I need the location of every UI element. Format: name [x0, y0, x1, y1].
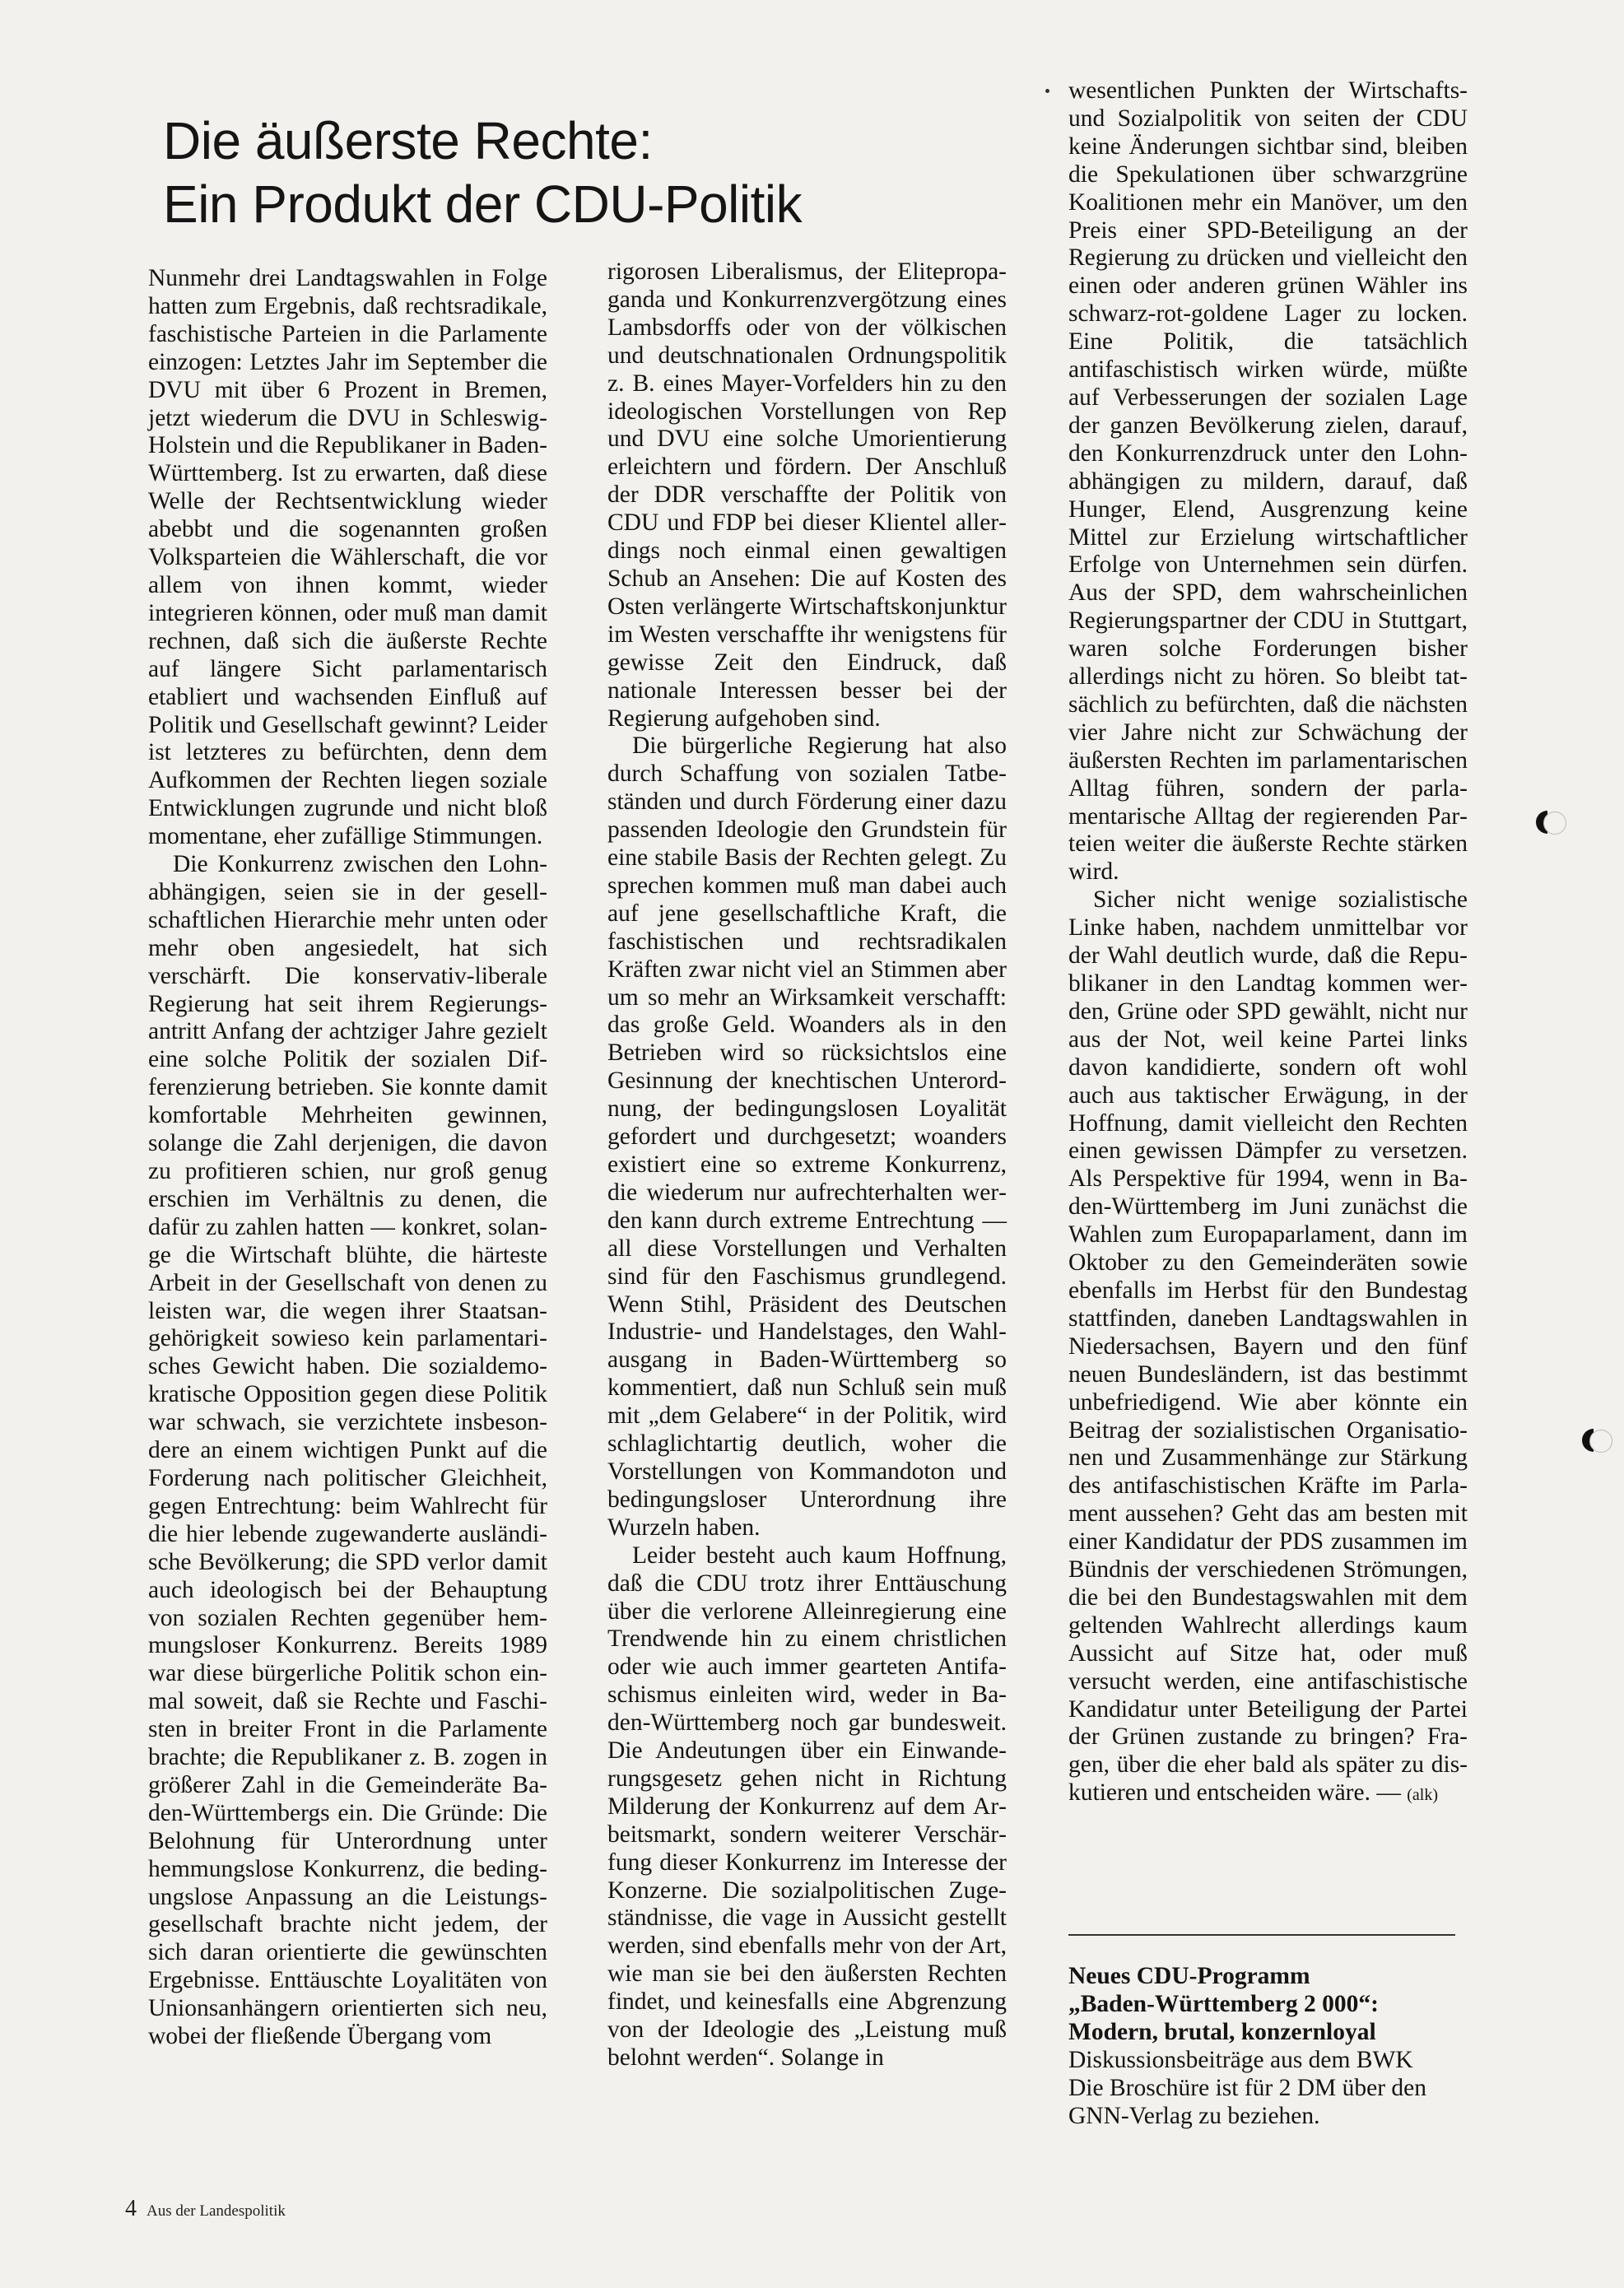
notice-body-line-1: Diskussionsbeiträge aus dem BWK: [1068, 2046, 1413, 2073]
headline-line-1: Die äußerste Rechte:: [163, 111, 653, 170]
paragraph: rigorosen Liberalismus, der Elitepropaganda und Konkurrenzvergötzung eines Lambsdorffs oder von der völkischen und deutschnationalen Ordnungspolitik z. B. eines Mayer-Vorfelders hin zu den ideologischen Vorstellungen von Rep und DVU eine solche Umorientierung erleichtern und fördern. Der Anschluß der DDR verschaffte der Politik von CDU und FDP bei dieser Klientel allerdings noch einmal einen gewaltigen Schub an Ansehen: Die auf Kosten des Osten verlängerte Wirtschaftskonjunktur im Westen verschaffte ihr wenigstens für gewisse Zeit den Eindruck, daß nationale Interessen besser bei der Regierung aufgehoben sind.: [607, 258, 1007, 732]
article-column-2: [607, 258, 1007, 2072]
notice-title-line-3: Modern, brutal, konzernloyal: [1068, 2018, 1376, 2045]
brochure-notice: [1068, 1963, 1468, 2130]
page-footer: [125, 2196, 286, 2222]
divider: [1068, 1934, 1455, 1936]
print-speck: [1045, 89, 1049, 93]
notice-body-line-2: Die Broschüre ist für 2 DM über den GNN-Verlag zu beziehen.: [1068, 2074, 1427, 2129]
paragraph-text: Sicher nicht wenige sozialistische Linke haben, nachdem unmittelbar vor der Wahl deutlich wurde, daß die Republikaner in den Landtag kommen werden, Grüne oder SPD gewählt, nicht nur aus der Not, weil keine Partei links davon kandidierte, sondern oft wohl auch aus taktischer Erwägung, in der Hoffnung, damit vielleicht den Rechten einen gewissen Dämpfer zu versetzen. Als Perspektive für 1994, wenn in Baden-Württemberg im Juni zunächst die Wahlen zum Europaparlament, dann im Oktober zu den Gemeinderäten sowie ebenfalls im Herbst für den Bundestag stattfinden, daneben Landtagswahlen in Niedersachsen, Bayern und den fünf neuen Bundesländern, ist das bestimmt unbefriedigend. Wie aber könnte ein Beitrag der sozialistischen Organisationen und Zusammenhänge zur Stärkung des antifaschistischen Kräfte im Parlament aussehen? Geht das am besten mit einer Kandidatur der PDS zusammen im Bündnis der verschiedenen Strömungen, die bei den Bundestagswahlen mit dem geltenden Wahlrecht allerdings kaum Aussicht auf Sitze hat, oder muß versucht werden, eine antifaschistische Kandidatur unter Beteiligung der Partei der Grünen zustande zu bringen? Fragen, über die eher bald als später zu diskutieren und entscheiden wäre. —: [1068, 886, 1468, 1807]
page-number: 4: [125, 2196, 137, 2221]
paragraph: wesentlichen Punkten der Wirtschafts- und Sozialpolitik von seiten der CDU keine Änderungen sichtbar sind, bleiben die Spekulationen über schwarzgrüne Koalitionen mehr ein Manöver, um den Preis einer SPD-Beteiligung an der Regierung zu drücken und vielleicht den einen oder anderen grünen Wähler ins schwarz-rot-goldene Lager zu locken. Eine Politik, die tatsächlich antifaschistisch wirken würde, müßte auf Verbesserungen der sozialen Lage der ganzen Bevölkerung zielen, darauf, den Konkurrenzdruck unter den Lohnabhängigen zu mildern, darauf, daß Hunger, Elend, Ausgrenzung keine Mittel zur Erzielung wirtschaftlicher Erfolge von Unternehmen sein dürfen. Aus der SPD, dem wahrscheinlichen Regierungspartner der CDU in Stuttgart, waren solche Forderungen bisher allerdings nicht zu hören. So bleibt tatsächlich zu befürchten, daß die nächsten vier Jahre nicht zur Schwächung der äußersten Rechten im parlamentarischen Alltag führen, sondern der parlamentarische Alltag der regierenden Parteien weiter die äußerste Rechte stärken wird.: [1068, 77, 1468, 886]
article-column-1: [148, 265, 547, 2051]
notice-title-line-1: Neues CDU-Programm: [1068, 1963, 1310, 1989]
article-headline: [163, 109, 1027, 236]
paragraph: [1068, 886, 1468, 1810]
notice-title-line-2: „Baden-Württemberg 2 000“:: [1068, 1990, 1379, 2017]
section-name: Aus der Landespolitik: [147, 2202, 286, 2220]
paragraph: Die Konkurrenz zwischen den Lohnabhängigen, seien sie in der gesellschaftlichen Hierarchie mehr unten oder mehr oben angesiedelt, hat sich verschärft. Die konservativ-liberale Regierung hat seit ihrem Regierungsantritt Anfang der achtziger Jahre gezielt eine solche Politik der sozialen Differenzierung betrieben. Sie konnte damit komfortable Mehrheiten gewinnen, solange die Zahl derjenigen, die davon zu profitieren schien, nur groß genug erschien im Verhältnis zu denen, die dafür zu zahlen hatten — konkret, solange die Wirtschaft blühte, die härteste Arbeit in der Gesellschaft von denen zu leisten war, die wegen ihrer Staatsangehörigkeit sowieso kein parlamentarisches Gewicht haben. Die sozialdemokratische Opposition gegen diese Politik war schwach, sie verzichtete insbesondere an einem wichtigen Punkt auf die Forderung nach politischer Gleichheit, gegen Entrechtung: beim Wahlrecht für die hier lebende zugewanderte ausländische Bevölkerung; die SPD verlor damit auch ideologisch bei der Behauptung von sozialen Rechten gegenüber hemmungsloser Konkurrenz. Bereits 1989 war diese bürgerliche Politik schon einmal soweit, daß sie Rechte und Faschisten in breiter Front in die Parlamente brachte; die Republikaner z. B. zogen in größerer Zahl in die Gemeinderäte Baden-Württembergs ein. Die Gründe: Die Belohnung für Unterordnung unter hemmungslose Konkurrenz, die bedingungslose Anpassung an die Leistungsgesellschaft brachte nicht jedem, der sich daran orientierte die gewünschten Ergebnisse. Enttäuschte Loyalitäten von Unionsanhängern orientierten sich neu, wobei der fließende Übergang vom: [148, 851, 547, 2050]
binder-hole-icon: [1536, 811, 1547, 834]
author-signature: (alk): [1407, 1786, 1438, 1805]
binder-hole-icon: [1582, 1429, 1594, 1452]
article-column-3: [1068, 77, 1468, 1810]
paragraph: Die bürgerliche Regierung hat also durch Schaffung von sozialen Tatbeständen und durch Förderung einer dazu passenden Ideologie den Grundstein für eine stabile Basis der Rechten gelegt. Zu sprechen kommen muß man dabei auch auf jene gesellschaftliche Kraft, die faschistischen und rechtsradikalen Kräften zwar nicht viel an Stimmen aber um so mehr an Wirksamkeit verschafft: das große Geld. Woanders als in den Betrieben wird so rücksichtslos eine Gesinnung der knechtischen Unterordnung, der bedingungslosen Loyalität gefordert und durchgesetzt; woanders existiert eine so extreme Konkurrenz, die wiederum nur aufrechterhalten werden kann durch extreme Entrechtung — all diese Vorstellungen und Verhalten sind für den Faschismus grundlegend. Wenn Stihl, Präsident des Deutschen Industrie- und Handelstages, den Wahlausgang in Baden-Württemberg so kommentiert, daß nun Schluß sein muß mit „dem Gelabere“ in der Politik, wird schlaglichtartig deutlich, woher die Vorstellungen von Kommandoton und bedingungsloser Unterordnung ihre Wurzeln haben.: [607, 732, 1007, 1541]
headline-line-2: Ein Produkt der CDU-Politik: [163, 174, 803, 234]
paragraph: Nunmehr drei Landtagswahlen in Folge hatten zum Ergebnis, daß rechtsradikale, faschistische Parteien in die Parlamente einzogen: Letztes Jahr im September die DVU mit über 6 Prozent in Bremen, jetzt wiederum die DVU in Schleswig-Holstein und die Republikaner in Baden-Württemberg. Ist zu erwarten, daß diese Welle der Rechtsentwicklung wieder abebbt und die sogenannten großen Volksparteien die Wählerschaft, die vor allem von ihnen kommt, wieder integrieren können, oder muß man damit rechnen, daß sich die äußerste Rechte auf längere Sicht parlamentarisch etabliert und wachsenden Einfluß auf Politik und Gesellschaft gewinnt? Leider ist letzteres zu befürchten, denn dem Aufkommen der Rechten liegen soziale Entwicklungen zugrunde und nicht bloß momentane, eher zufällige Stimmungen.: [148, 265, 547, 850]
paragraph: Leider besteht auch kaum Hoffnung, daß die CDU trotz ihrer Enttäuschung über die verlorene Alleinregierung eine Trendwende hin zu einem christlichen oder wie auch immer gearteten Antifaschismus einleiten wird, weder in Baden-Württemberg noch gar bundesweit. Die Andeutungen über ein Einwanderungsgesetz gehen nicht in Richtung Milderung der Konkurrenz auf dem Arbeitsmarkt, sondern weiterer Verschärfung dieser Konkurrenz im Interesse der Konzerne. Die sozialpolitischen Zugeständnisse, die vage in Aussicht gestellt werden, sind ebenfalls mehr von der Art, wie man sie bei den äußersten Rechten findet, und keinesfalls eine Abgrenzung von der Ideologie des „Leistung muß belohnt werden“. Solange in: [607, 1542, 1007, 2071]
